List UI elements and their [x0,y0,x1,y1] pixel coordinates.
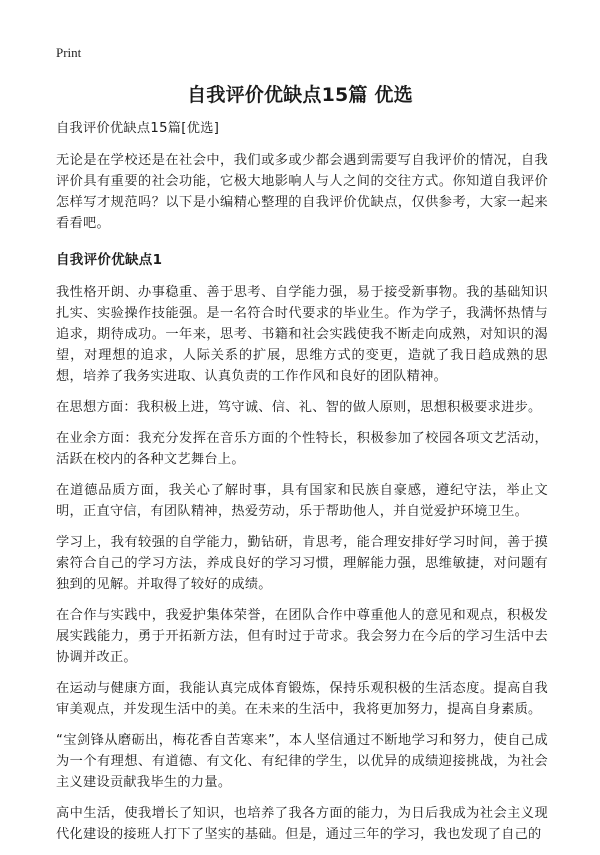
paragraph-8: “宝剑锋从磨砺出，梅花香自苦寒来”，本人坚信通过不断地学习和努力，使自己成为一个有理想、有道德、有文化、有纪律的学生，以优异的成绩迎接挑战，为社会主义建设贡献我毕生的力量。 [56,733,548,790]
paragraph-4: 在道德品质方面，我关心了解时事，具有国家和民族自豪感，遵纪守法，举止文明，正直守信，有团队精神，热爱劳动，乐于帮助他人，并自觉爱护环境卫生。 [56,483,548,519]
paragraph-2: 在思想方面：我积极上进，笃守诚、信、礼、智的做人原则，思想积极要求进步。 [56,400,542,415]
article-subtitle: 自我评价优缺点15篇[优选] [56,121,220,136]
paragraph-5: 学习上，我有较强的自学能力，勤钻研，肯思考，能合理安排好学习时间，善于摸索符合自己的学习方法，养成良好的学习习惯，理解能力强，思维敏捷，对问题有独到的见解。并取得了较好的成绩。 [56,535,548,592]
paragraph-9: 高中生活，使我增长了知识，也培养了我各方面的能力，为日后我成为社会主义现代化建设的接班人打下了坚实的基础。但是，通过三年的学习，我也发现了自己的 [56,806,548,842]
print-link[interactable]: Print [56,45,82,60]
paragraph-7: 在运动与健康方面，我能认真完成体育锻炼，保持乐观积极的生活态度。提高自我审美观点，并发现生活中的美。在未来的生活中，我将更加努力，提高自身素质。 [56,681,548,717]
paragraph-3: 在业余方面：我充分发挥在音乐方面的个性特长，积极参加了校园各项文艺活动，活跃在校内的各种文艺舞台上。 [56,431,548,467]
page-title: 自我评价优缺点15篇 优选 [187,84,413,106]
article-body [56,118,548,855]
section-heading: 自我评价优缺点1 [56,252,163,268]
intro-paragraph: 无论是在学校还是在社会中，我们或多或少都会遇到需要写自我评价的情况，自我评价具有重要的社会功能，它极大地影响人与人之间的交往方式。你知道自我评价怎样写才规范吗？以下是小编精心整理的自我评价优缺点，仅供参考，大家一起来看看吧。 [56,153,548,231]
paragraph-6: 在合作与实践中，我爱护集体荣誉，在团队合作中尊重他人的意见和观点，积极发展实践能力，勇于开拓新方法，但有时过于苛求。我会努力在今后的学习生活中去协调并改正。 [56,608,548,665]
paragraph-1: 我性格开朗、办事稳重、善于思考、自学能力强，易于接受新事物。我的基础知识扎实、实验操作技能强。是一名符合时代要求的毕业生。作为学子，我满怀热情与追求，期待成功。一年来，思考、书籍和社会实践使我不断走向成熟，对知识的渴望，对理想的追求，人际关系的扩展，思维方式的变更，造就了我日趋成熟的思想，培养了我务实进取、认真负责的工作作风和良好的团队精神。 [56,285,548,384]
